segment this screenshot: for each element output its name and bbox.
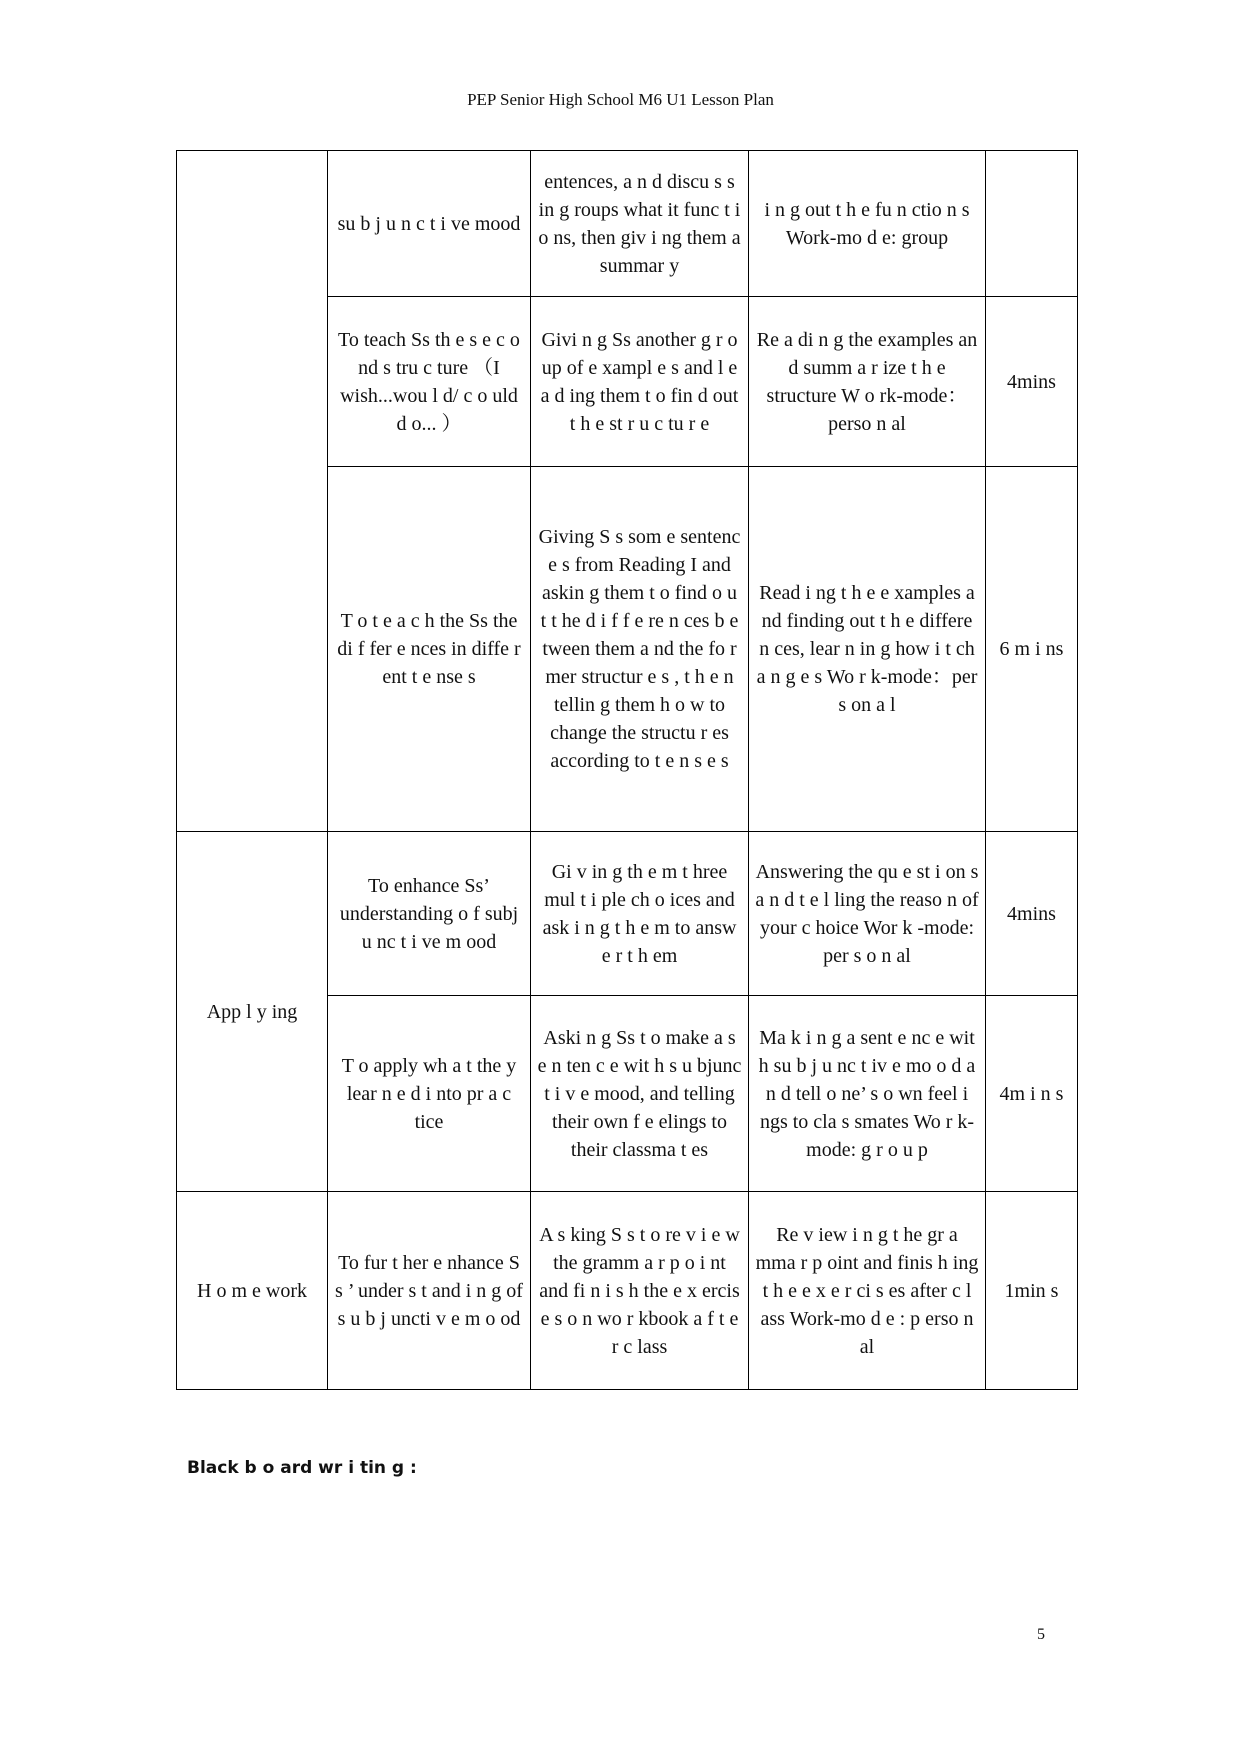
student-activity-cell: Answering the qu e st i on s a n d t e l ling the reaso n of your c hoice Wor k -mode: per s o n al [749, 832, 986, 996]
table-row [177, 1192, 1078, 1390]
teacher-activity-cell: A s king S s t o re v i e w the gramm a r p o i nt and fi n i s h the e x ercis e s o n wo r kbook a f t e r c lass [531, 1192, 749, 1390]
student-activity-cell: Read i ng t h e e xamples a nd finding out t h e differe n ces, lear n in g how i t ch a n g e s Wo r k-mode：per s on a l [749, 467, 986, 832]
stage-cell: App l y ing [177, 832, 328, 1192]
lesson-plan-table [176, 150, 1078, 1390]
time-cell: 4mins [986, 832, 1078, 996]
time-cell: 6 m i ns [986, 467, 1078, 832]
teacher-activity-cell: entences, a n d discu s s in g roups what it func t i o ns, then giv i ng them a summar y [531, 151, 749, 297]
student-activity-cell: i n g out t h e fu n ctio n s Work-mo d e: group [749, 151, 986, 297]
objective-cell: T o t e a c h the Ss the di f fer e nces in diffe r ent t e nse s [328, 467, 531, 832]
objective-cell: To fur t her e nhance S s ’ under s t and i n g of s u b j uncti v e m o od [328, 1192, 531, 1390]
teacher-activity-cell: Giving S s som e sentenc e s from Reading I and askin g them t o find o u t t he d i f f e re n ces b e tween them a nd the fo r mer structur e s , t h e n tellin g them h o w to change the structu r es according to t e n s e s [531, 467, 749, 832]
teacher-activity-cell: Gi v in g th e m t hree mul t i ple ch o ices and ask i n g t h e m to answ e r t h em [531, 832, 749, 996]
objective-cell: To teach Ss th e s e c o nd s tru c ture （I wish...wou l d/ c o uld d o... ） [328, 297, 531, 467]
time-cell: 4mins [986, 297, 1078, 467]
teacher-activity-cell: Givi n g Ss another g r o up of e xampl e s and l e a d ing them t o fin d out t h e st r u c tu r e [531, 297, 749, 467]
table-row [177, 151, 1078, 297]
student-activity-cell: Re a di n g the examples an d summ a r ize t h e structure W o rk-mode：perso n al [749, 297, 986, 467]
student-activity-cell: Ma k i n g a sent e nc e wit h su b j u nc t iv e mo o d a n d tell o ne’ s o wn feel i ngs to cla s smates Wo r k-mode: g r o u p [749, 996, 986, 1192]
stage-cell-empty [177, 151, 328, 832]
page-header: PEP Senior High School M6 U1 Lesson Plan [467, 90, 774, 109]
student-activity-cell: Re v iew i n g t he gr a mma r p oint and finis h ing t h e e x e r ci s es after c l ass Work-mo d e : p erso n al [749, 1192, 986, 1390]
table-row [177, 832, 1078, 996]
objective-cell: T o apply wh a t the y lear n e d i nto pr a c tice [328, 996, 531, 1192]
page-number: 5 [1037, 1626, 1045, 1643]
objective-cell: su b j u n c t i ve mood [328, 151, 531, 297]
teacher-activity-cell: Aski n g Ss t o make a s e n ten c e wit h s u bjunc t i v e mood, and telling their own f e elings to their classma t es [531, 996, 749, 1192]
time-cell [986, 151, 1078, 297]
stage-cell: H o m e work [177, 1192, 328, 1390]
blackboard-writing-heading: Black b o ard wr i tin g : [187, 1458, 417, 1478]
time-cell: 4m i n s [986, 996, 1078, 1192]
objective-cell: To enhance Ss’ understanding o f subj u nc t i ve m ood [328, 832, 531, 996]
time-cell: 1min s [986, 1192, 1078, 1390]
